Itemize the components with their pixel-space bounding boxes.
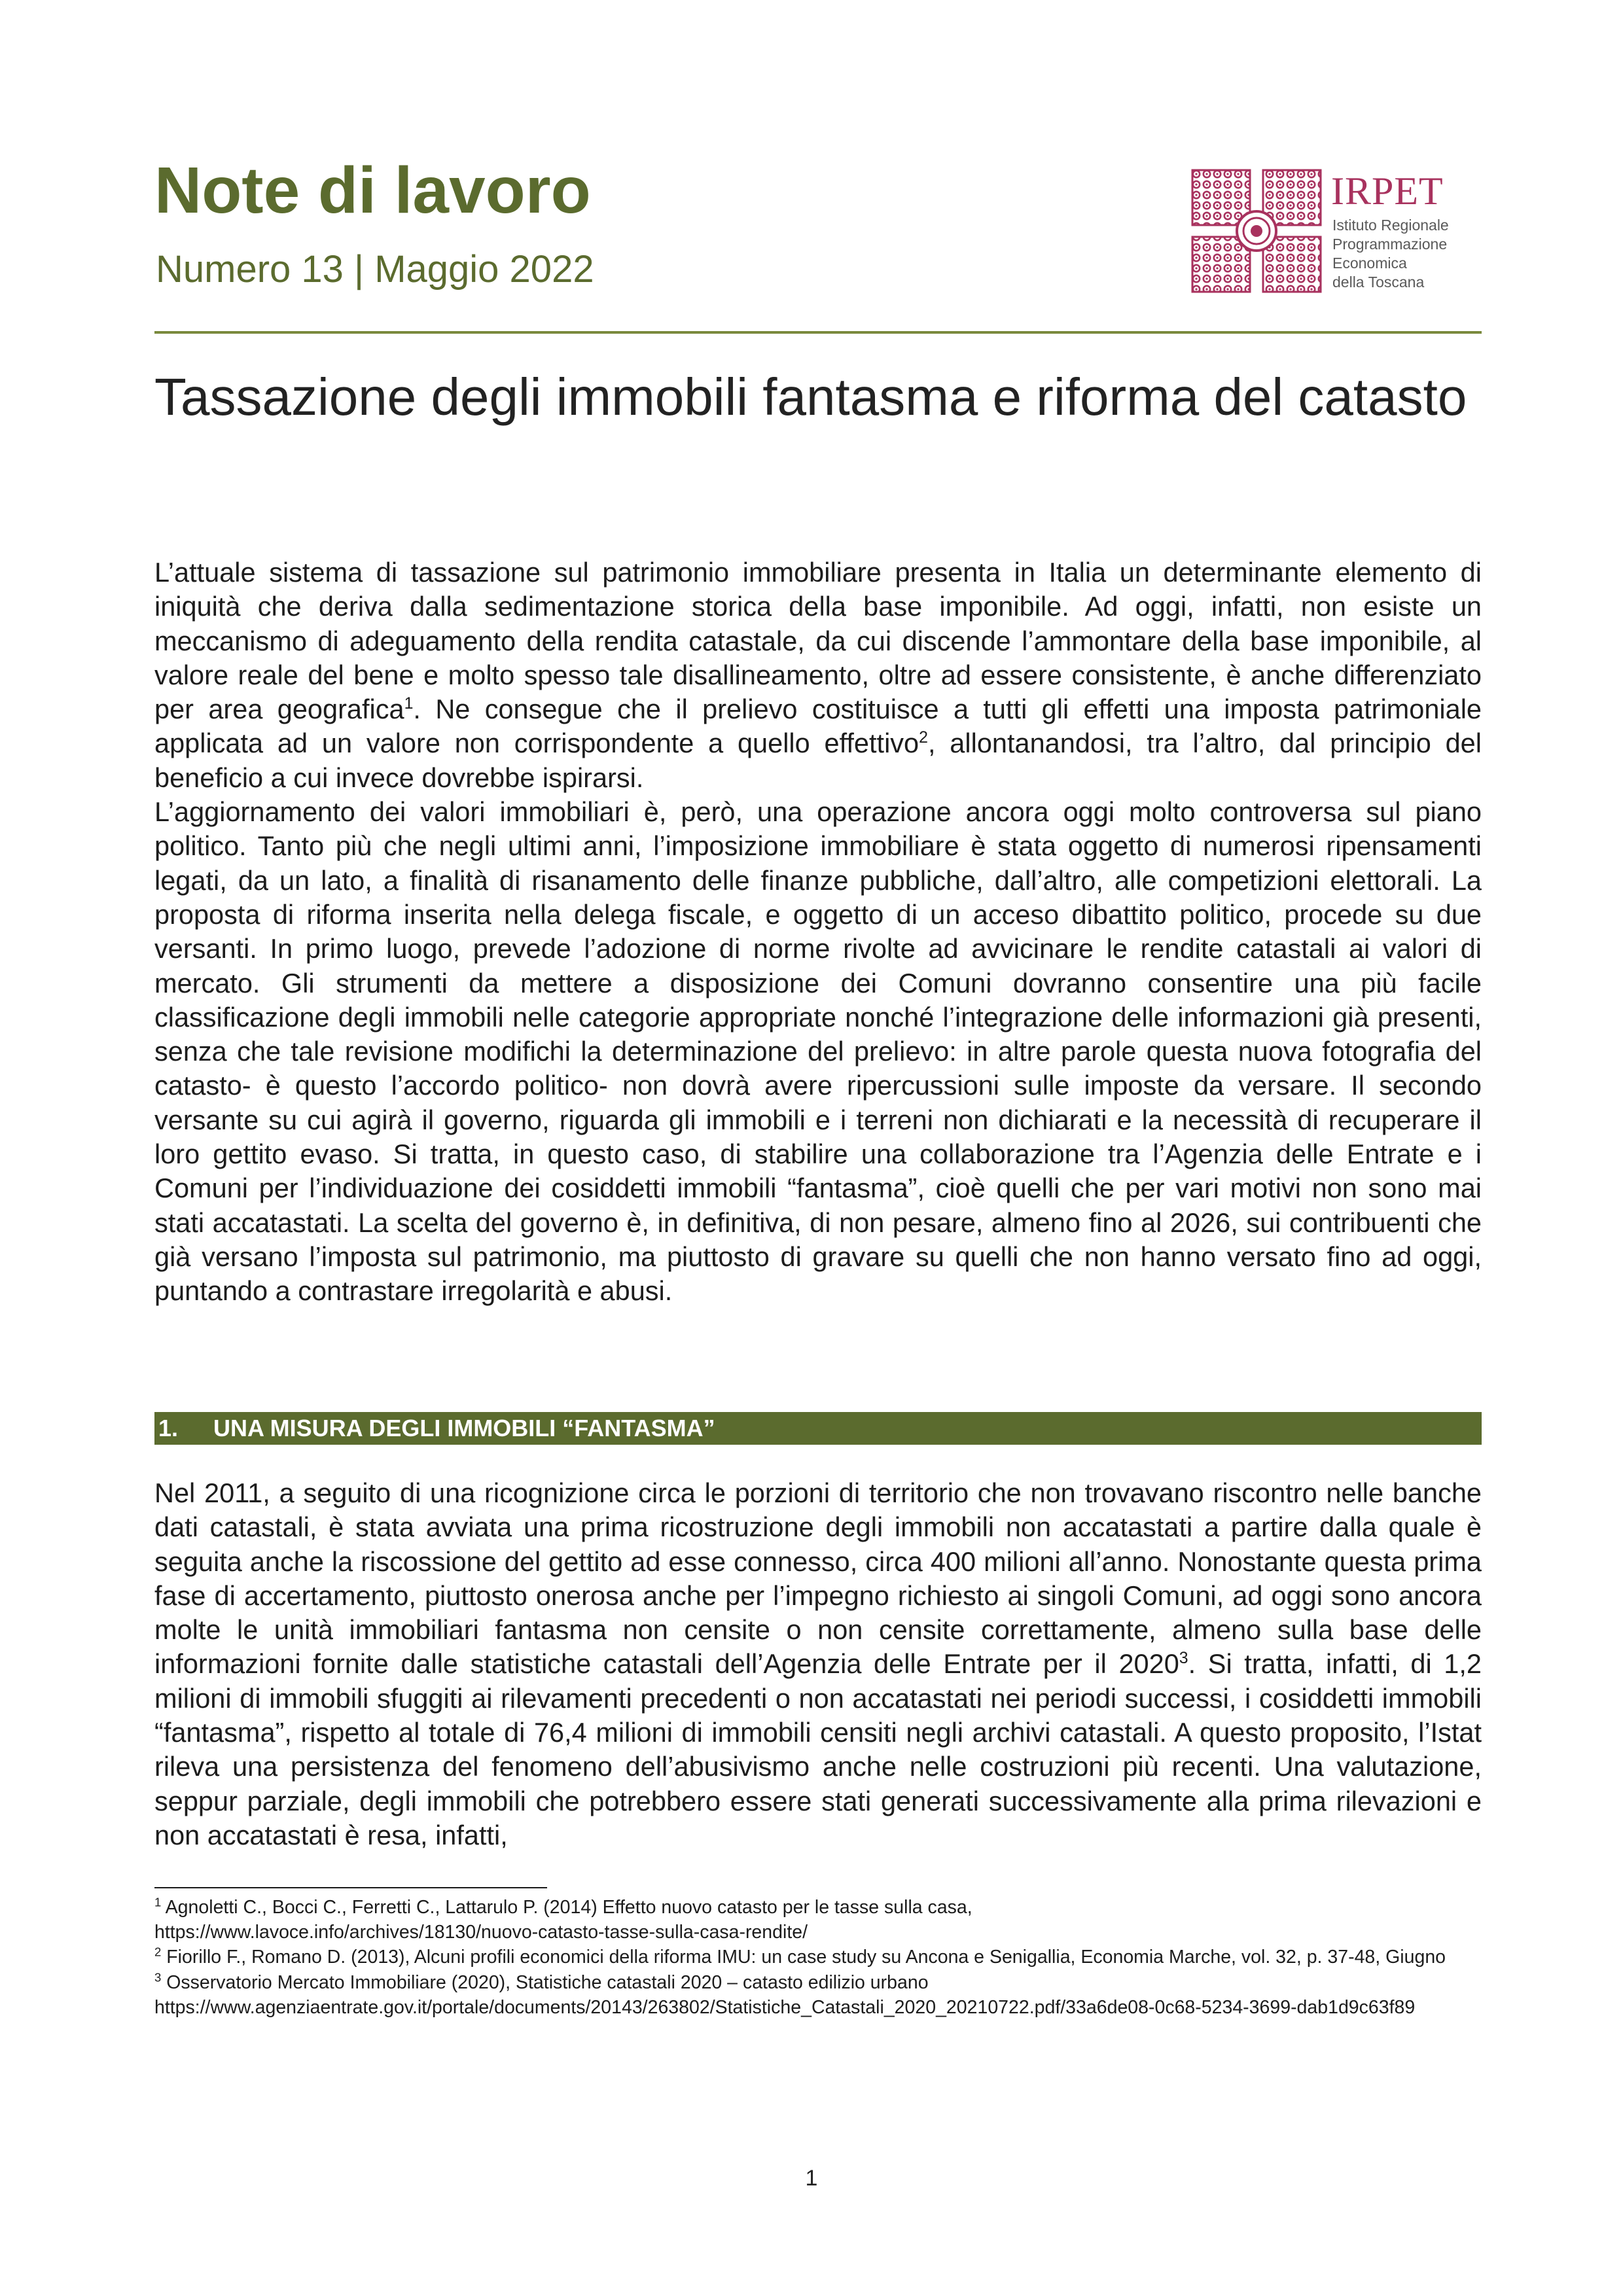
- footnote-link[interactable]: https://www.agenziaentrate.gov.it/portale/documents/20143/263802/Statistiche_Catastali_2020_20210722.pdf/33a6de08-0c68-5234-3699-dab1d9c63f89: [154, 1996, 1416, 2018]
- intro-paragraph-2: L’aggiornamento dei valori immobiliari è, però, una operazione ancora oggi molto controversa sul piano politico. Tanto più che negli ultimi anni, l’imposizione immobiliare è stata oggetto di numerosi ripensamenti legati, da un lato, a finalità di risanamento delle finanze pubbliche, dall’altro, alle competizioni elettorali. La proposta di riforma inserita nella delega fiscale, e oggetto di un acceso dibattito politico, procede su due versanti. In primo luogo, prevede l’adozione di norme rivolte ad avvicinare le rendite catastali ai valori di mercato. Gli strumenti da mettere a disposizione dei Comuni dovranno consentire una più facile classificazione degli immobili nelle categorie appropriate nonché l’integrazione delle informazioni già presenti, senza che tale revisione modifichi la determinazione del prelievo: in altre parole questa nuova fotografia del catasto- è questo l’accordo politico- non dovrà avere ripercussioni sulle imposte da versare. Il secondo versante su cui agirà il governo, riguarda gli immobili e i terreni non dichiarati e la necessità di recuperare il loro gettito evaso. Si tratta, in questo caso, di stabilire una collaborazione tra l’Agenzia delle Entrate e i Comuni per l’individuazione dei cosiddetti immobili “fantasma”, cioè quelli che per vari motivi non sono mai stati accatastati. La scelta del governo è, in definitiva, di non pesare, almeno fino al 2026, sui contribuenti che già versano l’imposta sul patrimonio, ma piuttosto di gravare su quelli che non hanno versato fino ad oggi, puntando a contrastare irregolarità e abusi.: [154, 796, 1482, 1307]
- footnote: [154, 1945, 1482, 1969]
- series-title: Note di lavoro: [154, 154, 591, 227]
- page-number: 1: [805, 2166, 818, 2191]
- logo-subtitle: [1332, 216, 1449, 292]
- footnote: [154, 1970, 1482, 2020]
- text-run: . Si tratta, infatti, di 1,2 milioni di immobili sfuggiti ai rilevamenti precedenti o non accatastati nei periodi successi, i cosiddetti immobili “fantasma”, rispetto al totale di 76,4 milioni di immobili censiti negli archivi catastali. A questo proposito, l’Istat rileva una persistenza del fenomeno dell’abusivismo anche nelle costruzioni più recenti. Una valutazione, seppur parziale, degli immobili che potrebbero essere stati generati successivamente alla prima rilevazioni e non accatastati è resa, infatti,: [154, 1648, 1482, 1850]
- logo-subtitle-line: Economica: [1332, 255, 1407, 272]
- irpet-logo: [1191, 169, 1482, 293]
- document-title: Tassazione degli immobili fantasma e riforma del catasto: [154, 368, 1467, 426]
- footnote-text: Osservatorio Mercato Immobiliare (2020), Statistiche catastali 2020 – catasto edilizio urbano: [166, 1971, 929, 1993]
- intro-text: [154, 556, 1482, 1309]
- footnote-link[interactable]: https://www.lavoce.info/archives/18130/nuovo-catasto-tasse-sulla-casa-rendite/: [154, 1922, 808, 1943]
- document-header: [154, 154, 1482, 332]
- footnote-mark: 1: [154, 1895, 162, 1909]
- footnote-mark: 2: [154, 1945, 162, 1959]
- logo-name: IRPET: [1331, 169, 1444, 213]
- text-run: L’attuale sistema di tassazione sul patrimonio immobiliare presenta in Italia un determinante elemento di iniquità che deriva dalla sedimentazione storica della base imponibile. Ad oggi, infatti, non esiste un meccanismo di adeguamento della rendita catastale, da cui discende l’ammontare della base imponibile, al valore reale del bene e molto spesso tale disallineamento, oltre ad essere consistente, è anche differenziato per area geografica: [154, 557, 1482, 725]
- footnote-ref[interactable]: 2: [919, 728, 928, 747]
- section-title: UNA MISURA DEGLI IMMOBILI “FANTASMA”: [213, 1415, 715, 1441]
- section-heading: [154, 1412, 1482, 1445]
- section-number: 1.: [158, 1415, 179, 1441]
- text-run: , allontanandosi, tra l’altro, dal principio del beneficio a cui invece dovrebbe ispirarsi.: [154, 728, 1482, 793]
- footnote-text: Fiorillo F., Romano D. (2013), Alcuni profili economici della riforma IMU: un case study su Ancona e Senigallia, Economia Marche, vol. 32, p. 37-48, Giugno: [166, 1947, 1446, 1968]
- footnote: [154, 1895, 1482, 1945]
- text-run: . Ne consegue che il prelievo costituisce a tutti gli effetti una imposta patrimoniale applicata ad un valore non corrispondente a quello effettivo: [154, 694, 1482, 759]
- footnotes: [154, 1895, 1482, 2020]
- logo-subtitle-line: della Toscana: [1332, 274, 1425, 291]
- issue-line: Numero 13 | Maggio 2022: [156, 248, 594, 291]
- logo-subtitle-line: Istituto Regionale: [1332, 217, 1449, 234]
- intro-paragraph-1: [154, 556, 1482, 795]
- text-run: Nel 2011, a seguito di una ricognizione circa le porzioni di territorio che non trovavano riscontro nelle banche dati catastali, è stata avviata una prima ricostruzione degli immobili non accatastati a partire dalla quale è seguita anche la riscossione del gettito ad esse connesso, circa 400 milioni all’anno. Nonostante questa prima fase di accertamento, piuttosto onerosa anche per l’impegno richiesto ai singoli Comuni, ad oggi sono ancora molte le unità immobiliari fantasma non censite o non censite correttamente, almeno sulla base delle informazioni fornite dalle statistiche catastali dell’Agenzia delle Entrate per il 2020: [154, 1477, 1482, 1680]
- footnote-ref[interactable]: 1: [404, 694, 414, 713]
- footnote-ref[interactable]: 3: [1179, 1649, 1188, 1668]
- irpet-logo-mark-icon: [1191, 169, 1322, 293]
- logo-subtitle-line: Programmazione: [1332, 236, 1448, 253]
- footnote-mark: 3: [154, 1970, 162, 1985]
- footnote-separator: [154, 1887, 547, 1888]
- footnote-text: Agnoletti C., Bocci C., Ferretti C., Lattarulo P. (2014) Effetto nuovo catasto per le tasse sulla casa,: [165, 1897, 972, 1918]
- section-paragraph: [154, 1476, 1482, 1852]
- header-divider: [154, 331, 1482, 334]
